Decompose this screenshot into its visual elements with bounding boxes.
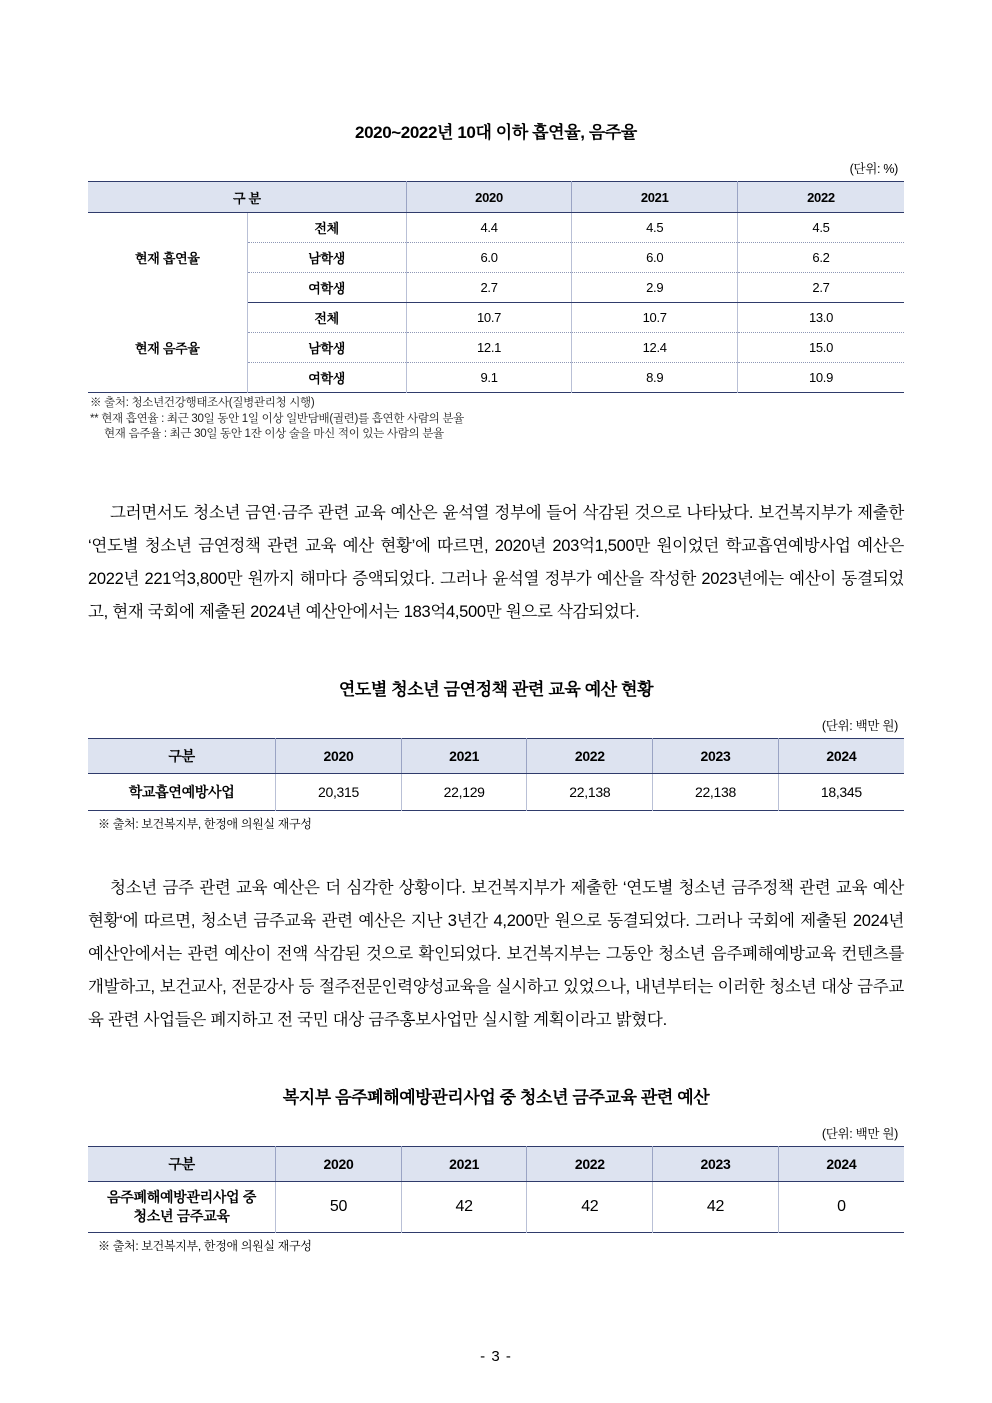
- table1-header-cell: 2021: [572, 182, 738, 213]
- table1-sub-label: 여학생: [247, 363, 406, 393]
- table1-title: 2020~2022년 10대 이하 흡연율, 음주율: [355, 123, 637, 142]
- table1-sub-label: 남학생: [247, 243, 406, 273]
- table2-header-row: [88, 738, 904, 773]
- table3-title: 복지부 음주폐해예방관리사업 중 청소년 금주교육 관련 예산: [282, 1087, 710, 1107]
- table1-value: 4.5: [572, 213, 738, 243]
- table1-value: 6.2: [738, 243, 905, 273]
- table2-source: ※ 출처: 보건복지부, 한정애 의원실 재구성: [98, 816, 312, 831]
- table3-header-cell: 2023: [653, 1146, 779, 1181]
- table1-note: ** 현재 흡연율 : 최근 30일 동안 1일 이상 일반담배(궐련)를 흡연한 사람의 분율: [90, 412, 464, 425]
- table-row: [88, 773, 904, 810]
- table3: [88, 1146, 904, 1233]
- table1-header-cell: 2022: [738, 182, 905, 213]
- table2-title: 연도별 청소년 금연정책 관련 교육 예산 현황: [338, 679, 654, 699]
- table1-value: 4.5: [738, 213, 905, 243]
- table2-value: 22,138: [527, 773, 653, 810]
- table1-value: 12.1: [406, 333, 572, 363]
- table2-header-cell: 2024: [778, 738, 904, 773]
- table3-header-cell: 2024: [778, 1146, 904, 1181]
- drinking-budget-section: [88, 1083, 904, 1254]
- table3-header-cell: 구분: [88, 1146, 276, 1181]
- table1-group-label: 현재 음주율: [88, 303, 247, 393]
- table2-value: 18,345: [820, 783, 862, 800]
- table1-header-row: [88, 182, 904, 213]
- table3-value: 42: [527, 1181, 653, 1232]
- table3-row-label-line2: 청소년 금주교육: [133, 1207, 230, 1224]
- table3-header-cell: 2020: [276, 1146, 402, 1181]
- table1-value: 2.9: [572, 273, 738, 303]
- table1-group-label: 현재 흡연율: [88, 213, 247, 303]
- table3-row-label-line1: 음주폐해예방관리사업 중: [107, 1189, 257, 1206]
- table1-sub-label: 전체: [247, 303, 406, 333]
- table1-value: 12.4: [572, 333, 738, 363]
- table1-value: 8.9: [572, 363, 738, 393]
- table3-row-label: [88, 1181, 276, 1232]
- paragraph-smoking-budget: 그러면서도 청소년 금연·금주 관련 교육 예산은 윤석열 정부에 들어 삭감된 것으로 나타났다. 보건복지부가 제출한 ‘연도별 청소년 금연정책 관련 교육 예산 현황’에 따르면, 2020년 203억1,500만 원이었던 학교흡연예방사업 예산은 2022년 221억3,800만 원까지 해마다 증액되었다. 그러나 윤석열 정부가 예산을 작성한 2023년에는 예산이 동결되었고, 현재 국회에 제출된 2024년 예산안에서는 183억4,500만 원으로 삭감되었다.: [88, 503, 904, 621]
- smoking-drinking-section: [88, 118, 904, 443]
- table-row: [88, 1181, 904, 1232]
- table3-value: 42: [401, 1181, 527, 1232]
- table1-header-cell: 구 분: [88, 182, 406, 213]
- table1-header-cell: 2020: [406, 182, 572, 213]
- table1-value: 2.7: [406, 273, 572, 303]
- table3-value: 42: [653, 1181, 779, 1232]
- table2-row-label: 학교흡연예방사업: [88, 773, 276, 810]
- table3-header-row: [88, 1146, 904, 1181]
- table3-value: 50: [276, 1181, 402, 1232]
- table3-header-cell: 2022: [527, 1146, 653, 1181]
- table2-value: 22,138: [653, 773, 779, 810]
- table1-unit: (단위: %): [849, 162, 898, 176]
- table2-header-cell: 2022: [527, 738, 653, 773]
- table1-notes: [90, 396, 904, 443]
- table1-value: 2.7: [738, 273, 905, 303]
- table1-note: ※ 출처: 청소년건강행태조사(질병관리청 시행): [90, 397, 315, 409]
- table3-source: ※ 출처: 보건복지부, 한정애 의원실 재구성: [98, 1238, 312, 1253]
- table3-header-cell: 2021: [401, 1146, 527, 1181]
- table1-value: 10.9: [808, 370, 834, 385]
- table1-value: 10.7: [406, 303, 572, 333]
- table1-value: 6.0: [572, 243, 738, 273]
- table1-value: 10.7: [572, 303, 738, 333]
- table3-unit: (단위: 백만 원): [821, 1126, 898, 1141]
- paragraph-drinking-budget: 청소년 금주 관련 교육 예산은 더 심각한 상황이다. 보건복지부가 제출한 ‘연도별 청소년 금주정책 관련 교육 예산 현황‘에 따르면, 청소년 금주교육 관련 예산은 지난 3년간 4,200만 원으로 동결되었다. 그러나 국회에 제출된 2024년 예산안에서는 관련 예산이 전액 삭감된 것으로 확인되었다. 보건복지부는 그동안 청소년 음주폐해예방교육 컨텐츠를 개발하고, 보건교사, 전문강사 등 절주전문인력양성교육을 실시하고 있었으나, 내년부터는 이러한 청소년 대상 금주교육 관련 사업들은 폐지하고 전 국민 대상 금주홍보사업만 실시할 계획이라고 밝혔다.: [88, 878, 904, 1029]
- table1-sub-label: 여학생: [247, 273, 406, 303]
- table2-unit: (단위: 백만 원): [821, 718, 898, 733]
- table2-value: 22,129: [401, 773, 527, 810]
- page-number: - 3 -: [480, 1348, 512, 1365]
- table1-sub-label: 남학생: [247, 333, 406, 363]
- table1: [88, 181, 904, 393]
- table1-value: 9.1: [406, 363, 572, 393]
- table2-header-cell: 2021: [401, 738, 527, 773]
- table1-value: 4.4: [406, 213, 572, 243]
- table1-value: 13.0: [738, 303, 905, 333]
- table2-value: 20,315: [276, 773, 402, 810]
- table2-header-cell: 2020: [276, 738, 402, 773]
- table1-sub-label: 전체: [247, 213, 406, 243]
- smoking-budget-section: [88, 675, 904, 832]
- table1-value: 6.0: [406, 243, 572, 273]
- table1-note: 현재 음주율 : 최근 30일 동안 1잔 이상 술을 마신 적이 있는 사람의 분율: [104, 428, 444, 441]
- table-row: [88, 303, 904, 333]
- table1-value: 15.0: [738, 333, 905, 363]
- table2-header-cell: 2023: [653, 738, 779, 773]
- table-row: [88, 213, 904, 243]
- table3-value: 0: [837, 1197, 846, 1215]
- table2: [88, 738, 904, 811]
- table2-header-cell: 구분: [88, 738, 276, 773]
